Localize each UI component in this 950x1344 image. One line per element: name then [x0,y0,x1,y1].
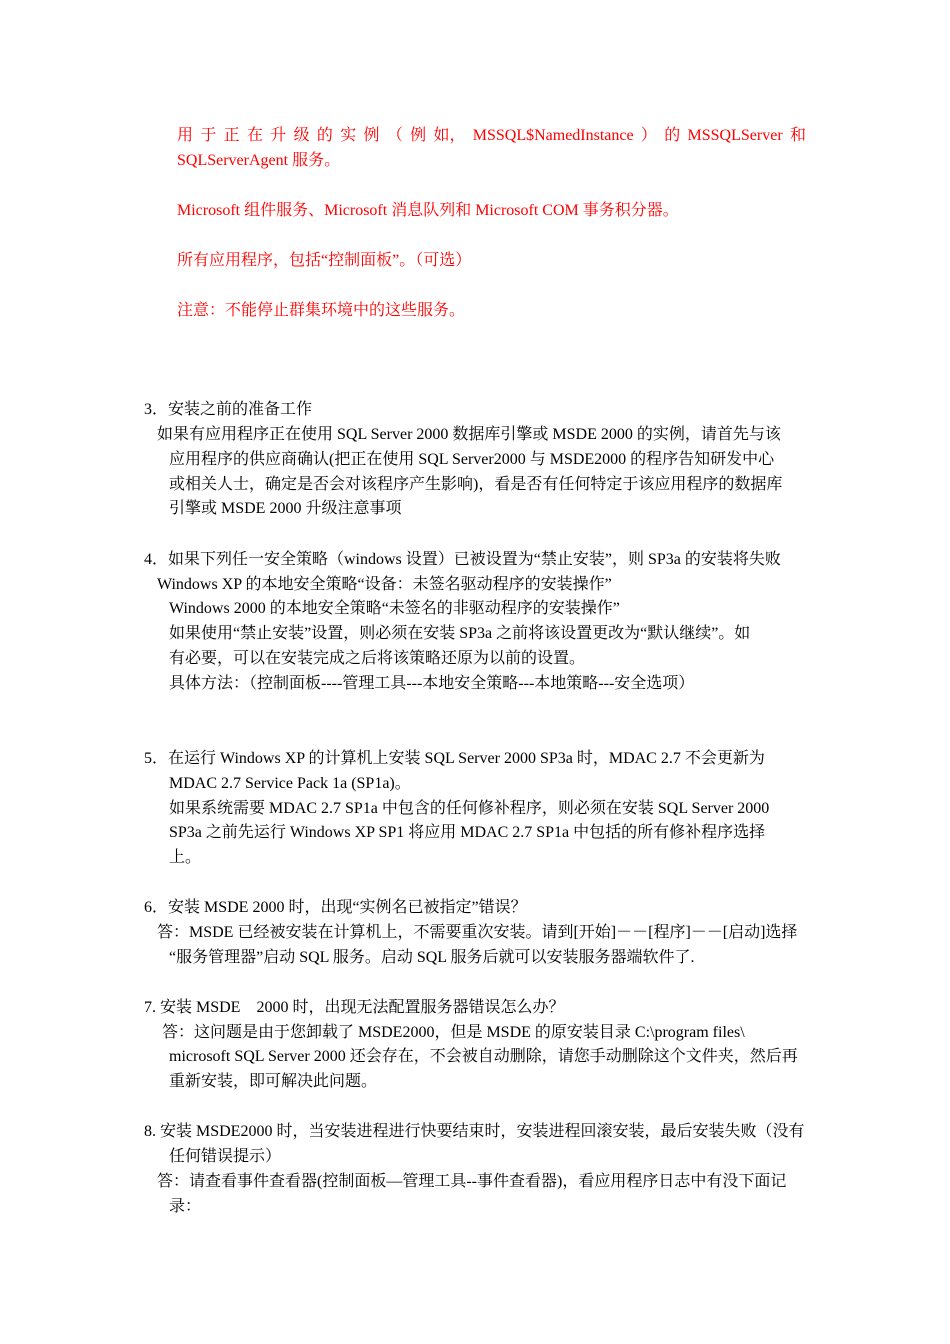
red-paragraph-1-token: 的 [664,127,681,144]
section-3-title: 3．安装之前的准备工作 [144,401,313,418]
section-3-line-1: 如果有应用程序正在使用 SQL Server 2000 数据库引擎或 MSDE 2000 的实例，请首先与该 [157,426,781,443]
section-6-title: 6．安装 MSDE 2000 时，出现“实例名已被指定”错误？ [144,899,527,916]
section-4-line-3: 如果使用“禁止安装”设置，则必须在安装 SP3a 之前将该设置更改为“默认继续”。如 [169,625,751,642]
red-paragraph-2: Microsoft 组件服务、Microsoft 消息队列和 Microsoft COM 事务积分器。 [177,202,679,219]
section-8-line-2: 任何错误提示） [169,1148,282,1165]
red-paragraph-3: 所有应用程序，包括“控制面板”。（可选） [177,252,472,269]
section-7-title: 7. 安装 MSDE 2000 时，出现无法配置服务器错误怎么办？ [144,999,565,1016]
red-paragraph-1-token: MSSQLServer [687,127,783,144]
red-paragraph-1-token: MSSQL$NamedInstance [472,127,634,144]
red-paragraph-1-token: 在 [246,127,263,144]
section-5-line-3: SP3a 之前先运行 Windows XP SP1 将应用 MDAC 2.7 SP1a 中包括的所有修补程序选择 [169,824,766,841]
section-8-line-3: 答：请查看事件查看器(控制面板—管理工具--事件查看器)，看应用程序日志中有没下面记 [157,1173,787,1190]
section-8-title: 8. 安装 MSDE2000 时，当安装进程进行快要结束时，安装进程回滚安装，最后安装失败（没有 [144,1123,805,1140]
section-8-line-4: 录： [169,1198,202,1215]
red-paragraph-1-token: 的 [316,127,333,144]
section-7-line-2: microsoft SQL Server 2000 还会存在，不会被自动删除，请您手动删除这个文件夹，然后再 [169,1048,798,1065]
section-7-line-1: 答：这问题是由于您卸载了 MSDE2000，但是 MSDE 的原安装目录 C:\program files\ [162,1024,745,1041]
section-5-title: 5．在运行 Windows XP 的计算机上安装 SQL Server 2000 SP3a 时，MDAC 2.7 不会更新为 [144,750,765,767]
red-paragraph-1-token: ） [640,127,657,144]
section-4-line-2: Windows 2000 的本地安全策略“未签名的非驱动程序的安装操作” [169,600,620,617]
red-paragraph-1-line-2: SQLServerAgent 服务。 [177,152,341,169]
red-paragraph-1-line-1 [177,124,806,148]
red-paragraph-1-token: （ [386,127,403,144]
red-paragraph-1-token: 和 [789,127,806,144]
red-note: 注意：不能停止群集环境中的这些服务。 [177,302,466,319]
section-5-line-4: 上。 [169,849,202,866]
section-3-line-2: 应用程序的供应商确认(把正在使用 SQL Server2000 与 MSDE2000 的程序告知研发中心 [169,451,775,468]
red-paragraph-1-token: 用 [177,127,194,144]
red-paragraph-1-token: 级 [293,127,310,144]
section-4-line-4: 有必要，可以在安装完成之后将该策略还原为以前的设置。 [169,650,586,667]
red-paragraph-1-token: 例 [363,127,380,144]
section-6-line-2: “服务管理器”启动 SQL 服务。启动 SQL 服务后就可以安装服务器端软件了. [169,949,695,966]
section-5-line-1: MDAC 2.7 Service Pack 1a (SP1a)。 [169,775,411,792]
red-paragraph-1-token: 正 [223,127,240,144]
section-4-title: 4．如果下列任一安全策略（windows 设置）已被设置为“禁止安装”，则 SP3a 的安装将失败 [144,551,781,568]
section-3-line-4: 引擎或 MSDE 2000 升级注意事项 [169,500,402,517]
red-paragraph-1-token: 于 [200,127,217,144]
red-paragraph-1-token: 实 [340,127,357,144]
section-6-line-1: 答：MSDE 已经被安装在计算机上，不需要重次安装。请到[开始]－－[程序]－－[启动]选择 [157,924,798,941]
red-paragraph-1-token: 例 [410,127,427,144]
section-5-line-2: 如果系统需要 MDAC 2.7 SP1a 中包含的任何修补程序，则必须在安装 SQL Server 2000 [169,800,770,817]
red-paragraph-1-token: 如， [433,127,466,144]
section-4-line-5: 具体方法：（控制面板----管理工具---本地安全策略---本地策略---安全选项） [169,675,695,692]
section-4-line-1: Windows XP 的本地安全策略“设备：未签名驱动程序的安装操作” [157,576,612,593]
section-7-line-3: 重新安装，即可解决此问题。 [169,1073,378,1090]
section-3-line-3: 或相关人士，确定是否会对该程序产生影响)，看是否有任何特定于该应用程序的数据库 [169,476,783,493]
red-paragraph-1-token: 升 [270,127,287,144]
